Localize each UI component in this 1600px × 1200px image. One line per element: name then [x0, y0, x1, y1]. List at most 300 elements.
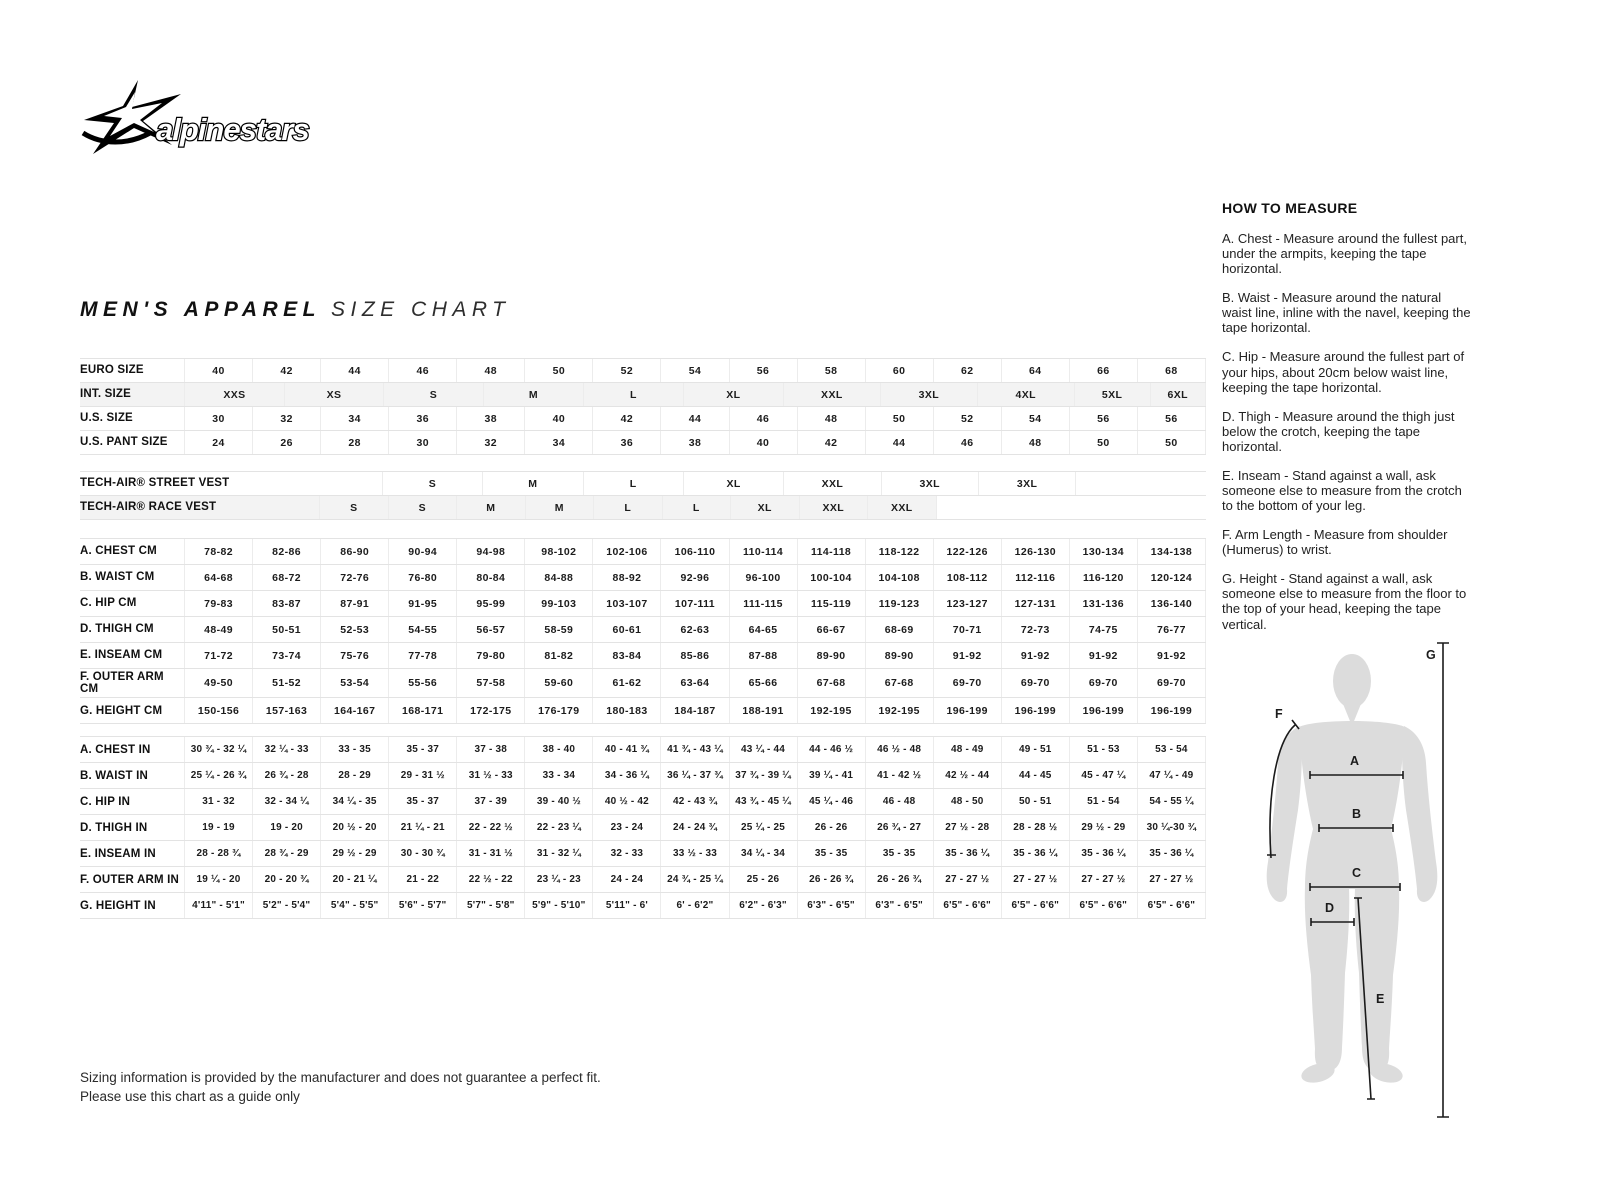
size-cell: 5'2" - 5'4" — [252, 893, 320, 918]
row-label-outer-arm-cm: F. OUTER ARM CM — [80, 671, 164, 696]
size-cell: 35 - 36 ¼ — [933, 841, 1001, 866]
size-cell: 52 — [933, 407, 1001, 430]
size-cell: 44 - 45 — [1001, 763, 1069, 788]
row-cells — [184, 539, 1206, 564]
row-cells — [184, 737, 1206, 762]
row-label-chest-in: A. CHEST IN — [80, 743, 151, 756]
size-cell: 65-66 — [729, 669, 797, 697]
size-cell: 40 - 41 ¾ — [592, 737, 660, 762]
row-cells — [184, 383, 1206, 406]
alpinestars-logo — [80, 76, 350, 171]
size-cell: 91-92 — [1001, 643, 1069, 668]
row-cells — [184, 893, 1206, 918]
size-cell: 35 - 36 ¼ — [1001, 841, 1069, 866]
size-cell: 44 — [865, 431, 933, 454]
size-cell: 58-59 — [524, 617, 592, 642]
size-cell: 66-67 — [797, 617, 865, 642]
size-cell: 27 - 27 ½ — [1137, 867, 1206, 892]
label-e: E — [1376, 992, 1385, 1006]
size-table — [80, 358, 1206, 919]
size-cell: 24 — [184, 431, 252, 454]
size-cell: 84-88 — [524, 565, 592, 590]
size-cell: 35 - 35 — [865, 841, 933, 866]
row-cells — [184, 359, 1206, 382]
size-cell: 59-60 — [524, 669, 592, 697]
size-cell: 25 ¼ - 25 — [729, 815, 797, 840]
row-hip-in — [80, 789, 1206, 815]
size-cell: 19 - 20 — [252, 815, 320, 840]
size-cell: 40 ½ - 42 — [592, 789, 660, 814]
size-cell: 192-195 — [797, 698, 865, 723]
size-cell: 122-126 — [933, 539, 1001, 564]
size-cell: 5XL — [1074, 383, 1150, 406]
size-cell: 63-64 — [660, 669, 728, 697]
size-cell: 24 - 24 — [592, 867, 660, 892]
size-cell: 96-100 — [729, 565, 797, 590]
size-cell: XL — [683, 472, 783, 495]
size-cell: 35 - 35 — [797, 841, 865, 866]
size-cell: 42 - 43 ¾ — [660, 789, 728, 814]
size-cell: 34 ¼ - 34 — [729, 841, 797, 866]
row-hip-cm — [80, 591, 1206, 617]
row-cells — [184, 867, 1206, 892]
row-label-chest-cm: A. CHEST CM — [80, 545, 157, 558]
size-cell: 95-99 — [456, 591, 524, 616]
size-cell: 30 — [184, 407, 252, 430]
size-cell: 68-69 — [865, 617, 933, 642]
row-label-height-in: G. HEIGHT IN — [80, 899, 156, 912]
disclaimer-line-2: Please use this chart as a guide only — [80, 1088, 300, 1104]
size-cell: 38 — [660, 431, 728, 454]
size-cell: 46 - 48 — [865, 789, 933, 814]
size-cell: 56-57 — [456, 617, 524, 642]
size-cell: 40 — [184, 359, 252, 382]
size-cell: 67-68 — [865, 669, 933, 697]
size-cell: 48 — [456, 359, 524, 382]
size-cell: 85-86 — [660, 643, 728, 668]
size-cell: 94-98 — [456, 539, 524, 564]
row-label-outer-arm-in: F. OUTER ARM IN — [80, 873, 180, 886]
size-cell: 50-51 — [252, 617, 320, 642]
size-cell: 22 - 23 ¼ — [524, 815, 592, 840]
size-cell: 108-112 — [933, 565, 1001, 590]
size-cell: 82-86 — [252, 539, 320, 564]
size-cell: 37 - 38 — [456, 737, 524, 762]
size-cell: 26 ¾ - 27 — [865, 815, 933, 840]
row-thigh-cm — [80, 617, 1206, 643]
row-waist-in — [80, 763, 1206, 789]
size-cell: 35 - 36 ¼ — [1069, 841, 1137, 866]
size-cell: 3XL — [978, 472, 1075, 495]
alpinestars-wordmark: alpinestars — [156, 112, 309, 147]
label-g: G — [1426, 648, 1436, 662]
size-cell: 87-91 — [320, 591, 388, 616]
size-cell: 36 ¼ - 37 ¾ — [660, 763, 728, 788]
size-cell: 42 — [592, 407, 660, 430]
size-cell: 5'9" - 5'10" — [524, 893, 592, 918]
size-cell: 28 ¾ - 29 — [252, 841, 320, 866]
size-cell: 69-70 — [1137, 669, 1206, 697]
size-cell: 99-103 — [524, 591, 592, 616]
label-a: A — [1350, 754, 1360, 768]
size-cell: 21 ¼ - 21 — [388, 815, 456, 840]
size-cell: 39 ¼ - 41 — [797, 763, 865, 788]
size-cell: 42 — [797, 431, 865, 454]
size-cell: 57-58 — [456, 669, 524, 697]
size-cell: 69-70 — [1069, 669, 1137, 697]
row-label-euro-size: EURO SIZE — [80, 364, 144, 377]
size-cell: 6'3" - 6'5" — [865, 893, 933, 918]
size-cell: 45 ¼ - 46 — [797, 789, 865, 814]
size-cell: 6' - 6'2" — [660, 893, 728, 918]
size-cell: 56 — [1069, 407, 1137, 430]
size-cell: 44 — [660, 407, 728, 430]
size-cell: 54 - 55 ¼ — [1137, 789, 1206, 814]
size-cell: 32 - 33 — [592, 841, 660, 866]
size-cell: 164-167 — [320, 698, 388, 723]
row-cells — [184, 841, 1206, 866]
size-cell: S — [383, 383, 483, 406]
size-cell: 75-76 — [320, 643, 388, 668]
size-cell: 31 - 32 — [184, 789, 252, 814]
size-cell: 104-108 — [865, 565, 933, 590]
size-cell: 48-49 — [184, 617, 252, 642]
size-cell: 6'5" - 6'6" — [1069, 893, 1137, 918]
size-cell: 131-136 — [1069, 591, 1137, 616]
size-cell: 72-76 — [320, 565, 388, 590]
how-to-measure-item-a: A. Chest - Measure around the fullest part, under the armpits, keeping the tape horizontal. — [1222, 231, 1467, 277]
size-cell: 27 - 27 ½ — [1001, 867, 1069, 892]
size-cell: 28 - 29 — [320, 763, 388, 788]
how-to-measure-item-g: G. Height - Stand against a wall, ask someone else to measure from the floor to the top of your head, keeping the tape vertical. — [1222, 571, 1467, 632]
size-cell: 30 ¾ - 32 ¼ — [184, 737, 252, 762]
size-cell: 70-71 — [933, 617, 1001, 642]
size-cell: 196-199 — [933, 698, 1001, 723]
size-cell: 62-63 — [660, 617, 728, 642]
row-label-us-pant-size: U.S. PANT SIZE — [80, 436, 168, 449]
size-cell: 30 ¼-30 ¾ — [1137, 815, 1206, 840]
size-cell: 79-83 — [184, 591, 252, 616]
size-cell: 119-123 — [865, 591, 933, 616]
size-cell: 71-72 — [184, 643, 252, 668]
row-inseam-cm — [80, 643, 1206, 669]
size-cell: 24 ¾ - 25 ¼ — [660, 867, 728, 892]
size-cell: 29 ½ - 29 — [1069, 815, 1137, 840]
disclaimer — [80, 1069, 601, 1107]
row-techair-race-vest — [80, 496, 1206, 520]
row-cells — [184, 407, 1206, 430]
size-cell: 46 — [729, 407, 797, 430]
row-label-height-cm: G. HEIGHT CM — [80, 704, 163, 717]
size-cell: 83-84 — [592, 643, 660, 668]
size-cell: M — [483, 383, 583, 406]
size-cell: 6'2" - 6'3" — [729, 893, 797, 918]
size-cell: 47 ¼ - 49 — [1137, 763, 1206, 788]
size-cell: 53-54 — [320, 669, 388, 697]
size-cell: 41 ¾ - 43 ¼ — [660, 737, 728, 762]
size-cell: 114-118 — [797, 539, 865, 564]
size-cell: XL — [730, 496, 799, 519]
row-int-size — [80, 383, 1206, 407]
size-cell: 29 ½ - 29 — [320, 841, 388, 866]
size-cell: 28 — [320, 431, 388, 454]
row-label-waist-cm: B. WAIST CM — [80, 571, 155, 584]
row-label-hip-cm: C. HIP CM — [80, 597, 137, 610]
size-cell: 28 - 28 ½ — [1001, 815, 1069, 840]
size-cell: 20 ½ - 20 — [320, 815, 388, 840]
size-cell: 50 — [865, 407, 933, 430]
row-techair-street-vest — [80, 472, 1206, 496]
size-cell: 127-131 — [1001, 591, 1069, 616]
size-cell — [1075, 472, 1206, 495]
size-cell: 91-92 — [933, 643, 1001, 668]
size-cell: 35 - 36 ¼ — [1137, 841, 1206, 866]
size-cell: 5'6" - 5'7" — [388, 893, 456, 918]
size-cell: 87-88 — [729, 643, 797, 668]
how-to-measure-item-c: C. Hip - Measure around the fullest part of your hips, about 20cm below waist line, keeping the tape horizontal. — [1222, 349, 1465, 395]
size-cell: 120-124 — [1137, 565, 1206, 590]
size-cell: 28 - 28 ¾ — [184, 841, 252, 866]
table-group-in — [80, 736, 1206, 919]
size-cell: 6'5" - 6'6" — [1001, 893, 1069, 918]
row-cells — [184, 591, 1206, 616]
size-cell: 77-78 — [388, 643, 456, 668]
size-cell: 68-72 — [252, 565, 320, 590]
size-cell: 27 - 27 ½ — [1069, 867, 1137, 892]
size-cell: 20 - 21 ¼ — [320, 867, 388, 892]
size-cell: L — [662, 496, 731, 519]
size-cell: 54 — [660, 359, 728, 382]
label-d: D — [1325, 901, 1335, 915]
size-cell: 39 - 40 ½ — [524, 789, 592, 814]
size-cell: 42 ½ - 44 — [933, 763, 1001, 788]
size-cell: 136-140 — [1137, 591, 1206, 616]
row-cells — [184, 617, 1206, 642]
size-cell: 86-90 — [320, 539, 388, 564]
size-cell: 111-115 — [729, 591, 797, 616]
size-cell: XXL — [799, 496, 868, 519]
size-cell: 56 — [729, 359, 797, 382]
row-inseam-in — [80, 841, 1206, 867]
size-cell: 106-110 — [660, 539, 728, 564]
size-cell: S — [382, 472, 482, 495]
size-cell: 51 - 53 — [1069, 737, 1137, 762]
size-cell: 48 - 49 — [933, 737, 1001, 762]
size-cell: M — [525, 496, 594, 519]
row-outer-arm-cm — [80, 669, 1206, 698]
size-cell: 48 — [797, 407, 865, 430]
row-label-inseam-in: E. INSEAM IN — [80, 847, 156, 860]
table-group-cm — [80, 538, 1206, 724]
table-group-techair — [80, 471, 1206, 520]
size-cell: 32 — [252, 407, 320, 430]
row-label-hip-in: C. HIP IN — [80, 795, 131, 808]
size-cell: 36 — [388, 407, 456, 430]
title-sub: SIZE CHART — [331, 298, 511, 321]
size-cell: 33 - 35 — [320, 737, 388, 762]
size-cell: 123-127 — [933, 591, 1001, 616]
size-cell: XXL — [783, 472, 880, 495]
label-c: C — [1352, 866, 1362, 880]
size-cell: 180-183 — [592, 698, 660, 723]
size-cell: 60 — [865, 359, 933, 382]
size-cell: 172-175 — [456, 698, 524, 723]
size-cell: 31 - 32 ¼ — [524, 841, 592, 866]
size-cell: 58 — [797, 359, 865, 382]
row-label-int-size: INT. SIZE — [80, 388, 132, 401]
size-cell: XS — [284, 383, 383, 406]
size-cell: M — [456, 496, 525, 519]
size-cell: 49 - 51 — [1001, 737, 1069, 762]
row-cells — [184, 789, 1206, 814]
size-cell: 22 ½ - 22 — [456, 867, 524, 892]
size-cell: 73-74 — [252, 643, 320, 668]
size-cell: 51 - 54 — [1069, 789, 1137, 814]
size-cell: 103-107 — [592, 591, 660, 616]
row-cells — [184, 565, 1206, 590]
size-cell: 5'7" - 5'8" — [456, 893, 524, 918]
size-cell: 25 ¼ - 26 ¾ — [184, 763, 252, 788]
size-cell: 23 - 24 — [592, 815, 660, 840]
size-cell: 67-68 — [797, 669, 865, 697]
size-cell: 35 - 37 — [388, 737, 456, 762]
size-cell: 157-163 — [252, 698, 320, 723]
size-cell: 38 - 40 — [524, 737, 592, 762]
size-cell: 51-52 — [252, 669, 320, 697]
size-cell: 34 - 36 ¼ — [592, 763, 660, 788]
size-cell: 4XL — [977, 383, 1074, 406]
row-thigh-in — [80, 815, 1206, 841]
size-cell: 91-95 — [388, 591, 456, 616]
size-cell: 115-119 — [797, 591, 865, 616]
size-cell: 48 - 50 — [933, 789, 1001, 814]
row-label-thigh-cm: D. THIGH CM — [80, 623, 154, 636]
size-cell: 27 ½ - 28 — [933, 815, 1001, 840]
size-cell: 44 — [320, 359, 388, 382]
size-cell: 6'3" - 6'5" — [797, 893, 865, 918]
size-cell: L — [583, 472, 683, 495]
size-cell: 76-77 — [1137, 617, 1206, 642]
size-cell: 196-199 — [1137, 698, 1206, 723]
size-cell: XL — [683, 383, 783, 406]
size-cell: 45 - 47 ¼ — [1069, 763, 1137, 788]
size-cell: 19 ¼ - 20 — [184, 867, 252, 892]
size-cell: 88-92 — [592, 565, 660, 590]
size-cell: 6'5" - 6'6" — [1137, 893, 1206, 918]
size-cell: 168-171 — [388, 698, 456, 723]
size-cell: 35 - 37 — [388, 789, 456, 814]
row-us-pant-size — [80, 431, 1206, 455]
how-to-measure-item-d: D. Thigh - Measure around the thigh just below the crotch, keeping the tape horizontal. — [1222, 408, 1455, 454]
body-measurement-diagram — [1215, 615, 1555, 1125]
size-cell: 34 ¼ - 35 — [320, 789, 388, 814]
row-cells — [184, 472, 1206, 495]
table-group-sizes — [80, 358, 1206, 455]
size-cell: 50 — [524, 359, 592, 382]
size-cell: 32 — [456, 431, 524, 454]
row-label-waist-in: B. WAIST IN — [80, 769, 149, 782]
size-cell: 196-199 — [1069, 698, 1137, 723]
size-cell: 6XL — [1150, 383, 1207, 406]
size-cell: 34 — [524, 431, 592, 454]
row-cells — [184, 815, 1206, 840]
size-cell: 26 — [252, 431, 320, 454]
size-cell: L — [593, 496, 662, 519]
size-cell: 24 - 24 ¾ — [660, 815, 728, 840]
size-cell: 81-82 — [524, 643, 592, 668]
size-cell: 25 - 26 — [729, 867, 797, 892]
size-cell: 31 ½ - 33 — [456, 763, 524, 788]
size-cell — [936, 496, 1207, 519]
disclaimer-line-1: Sizing information is provided by the manufacturer and does not guarantee a perfect fit. — [80, 1070, 601, 1085]
size-cell: 22 - 22 ½ — [456, 815, 524, 840]
size-cell: 4'11" - 5'1" — [184, 893, 252, 918]
size-cell: 33 ½ - 33 — [660, 841, 728, 866]
size-cell: 60-61 — [592, 617, 660, 642]
label-b: B — [1352, 807, 1362, 821]
size-cell: 150-156 — [184, 698, 252, 723]
size-cell: 83-87 — [252, 591, 320, 616]
size-cell: 46 — [388, 359, 456, 382]
size-cell: 130-134 — [1069, 539, 1137, 564]
size-cell: 46 — [933, 431, 1001, 454]
size-cell: 50 — [1137, 431, 1206, 454]
size-cell: 53 - 54 — [1137, 737, 1206, 762]
size-cell: 26 - 26 ¾ — [865, 867, 933, 892]
size-cell: 62 — [933, 359, 1001, 382]
size-cell: 79-80 — [456, 643, 524, 668]
size-cell: XXL — [867, 496, 936, 519]
row-euro-size — [80, 359, 1206, 383]
size-cell: XXS — [184, 383, 284, 406]
row-cells — [184, 643, 1206, 668]
size-cell: 20 - 20 ¾ — [252, 867, 320, 892]
size-cell: 66 — [1069, 359, 1137, 382]
size-cell: 118-122 — [865, 539, 933, 564]
size-cell: 50 — [1069, 431, 1137, 454]
size-cell: 98-102 — [524, 539, 592, 564]
size-cell: 176-179 — [524, 698, 592, 723]
size-cell: 37 - 39 — [456, 789, 524, 814]
row-chest-cm — [80, 539, 1206, 565]
size-cell: 112-116 — [1001, 565, 1069, 590]
size-cell: 52-53 — [320, 617, 388, 642]
size-cell: 126-130 — [1001, 539, 1069, 564]
size-cell: 33 - 34 — [524, 763, 592, 788]
size-cell: 49-50 — [184, 669, 252, 697]
size-cell: 69-70 — [933, 669, 1001, 697]
size-cell: 54 — [1001, 407, 1069, 430]
how-to-measure-item-b: B. Waist - Measure around the natural waist line, inline with the navel, keeping the tape horizontal. — [1222, 290, 1471, 336]
size-cell: 90-94 — [388, 539, 456, 564]
row-cells — [184, 496, 1206, 519]
size-cell: 26 - 26 — [797, 815, 865, 840]
row-cells — [184, 669, 1206, 697]
size-cell: S — [319, 496, 388, 519]
size-cell: 42 — [252, 359, 320, 382]
size-cell: 29 - 31 ½ — [388, 763, 456, 788]
size-cell: 37 ¾ - 39 ¼ — [729, 763, 797, 788]
size-cell: 23 ¼ - 23 — [524, 867, 592, 892]
size-cell: 19 - 19 — [184, 815, 252, 840]
size-cell: 69-70 — [1001, 669, 1069, 697]
size-cell: 92-96 — [660, 565, 728, 590]
size-cell: 116-120 — [1069, 565, 1137, 590]
size-cell: 34 — [320, 407, 388, 430]
size-cell: 6'5" - 6'6" — [933, 893, 1001, 918]
size-cell: 76-80 — [388, 565, 456, 590]
how-to-measure-panel — [1222, 200, 1472, 646]
